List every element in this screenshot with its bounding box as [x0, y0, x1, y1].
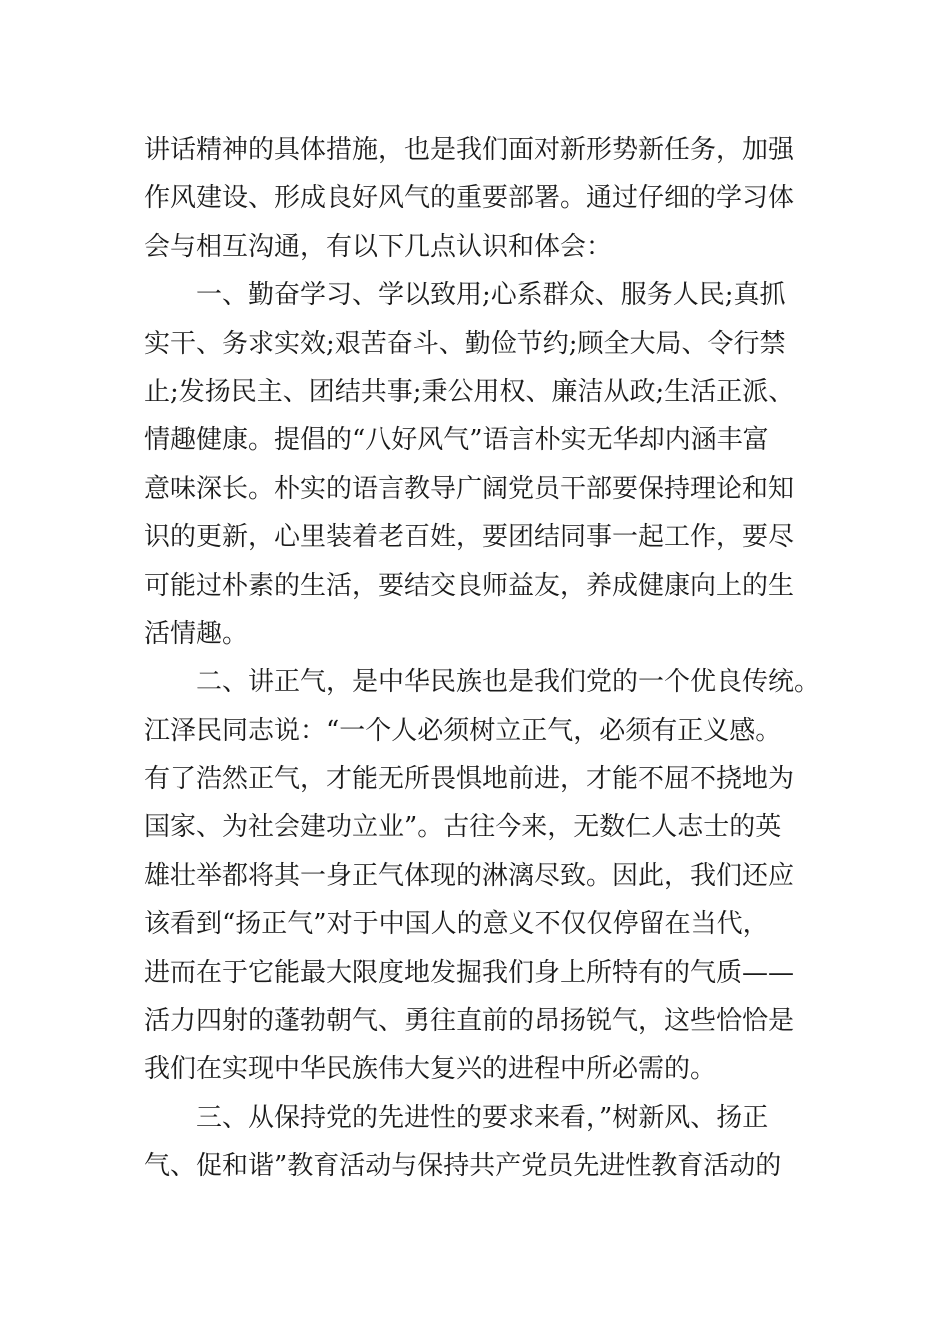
- text-line: 活情趣。: [144, 618, 249, 649]
- body-text: [144, 126, 821, 1191]
- text-line: 活力四射的蓬勃朝气、勇往直前的昂扬锐气，这些恰恰是: [144, 1006, 795, 1037]
- paragraph-3-start: 三、从保持党的先进性的要求来看，”树新风、扬正: [196, 1102, 769, 1133]
- text-line: 我们在实现中华民族伟大复兴的进程中所必需的。: [144, 1054, 717, 1085]
- paragraph-1-start: 一、勤奋学习、学以致用;心系群众、服务人民;真抓: [196, 280, 786, 311]
- text-line: 有了浩然正气，才能无所畏惧地前进，才能不屈不挠地为: [144, 764, 795, 795]
- text-line: 雄壮举都将其一身正气体现的淋漓尽致。因此，我们还应: [144, 860, 795, 891]
- text-line: 进而在于它能最大限度地发掘我们身上所特有的气质——: [144, 957, 795, 988]
- text-line: 实干、务求实效;艰苦奋斗、勤俭节约;顾全大局、令行禁: [144, 328, 786, 359]
- paragraph-2-start: 二、讲正气，是中华民族也是我们党的一个优良传统。: [196, 667, 821, 698]
- text-line: 意味深长。朴实的语言教导广阔党员干部要保持理论和知: [144, 473, 795, 504]
- text-line: 情趣健康。提倡的“八好风气”语言朴实无华却内涵丰富: [144, 425, 769, 456]
- text-line: 止;发扬民主、团结共事;秉公用权、廉洁从政;生活正派、: [144, 376, 795, 407]
- text-line: 作风建设、形成良好风气的重要部署。通过仔细的学习体: [144, 183, 795, 214]
- text-line: 国家、为社会建功立业”。古往今来，无数仁人志士的英: [144, 812, 782, 843]
- text-line: 会与相互沟通，有以下几点认识和体会：: [144, 231, 613, 262]
- text-line: 讲话精神的具体措施，也是我们面对新形势新任务，加强: [144, 135, 795, 165]
- text-line: 该看到“扬正气”对于中国人的意义不仅仅停留在当代，: [144, 909, 769, 940]
- text-line: 江泽民同志说：“一个人必须树立正气，必须有正义感。: [144, 715, 782, 746]
- text-line: 气、促和谐”教育活动与保持共产党员先进性教育活动的: [144, 1151, 782, 1182]
- text-line: 识的更新，心里装着老百姓，要团结同事一起工作，要尽: [144, 522, 795, 553]
- text-line: 可能过朴素的生活，要结交良师益友，养成健康向上的生: [144, 570, 795, 601]
